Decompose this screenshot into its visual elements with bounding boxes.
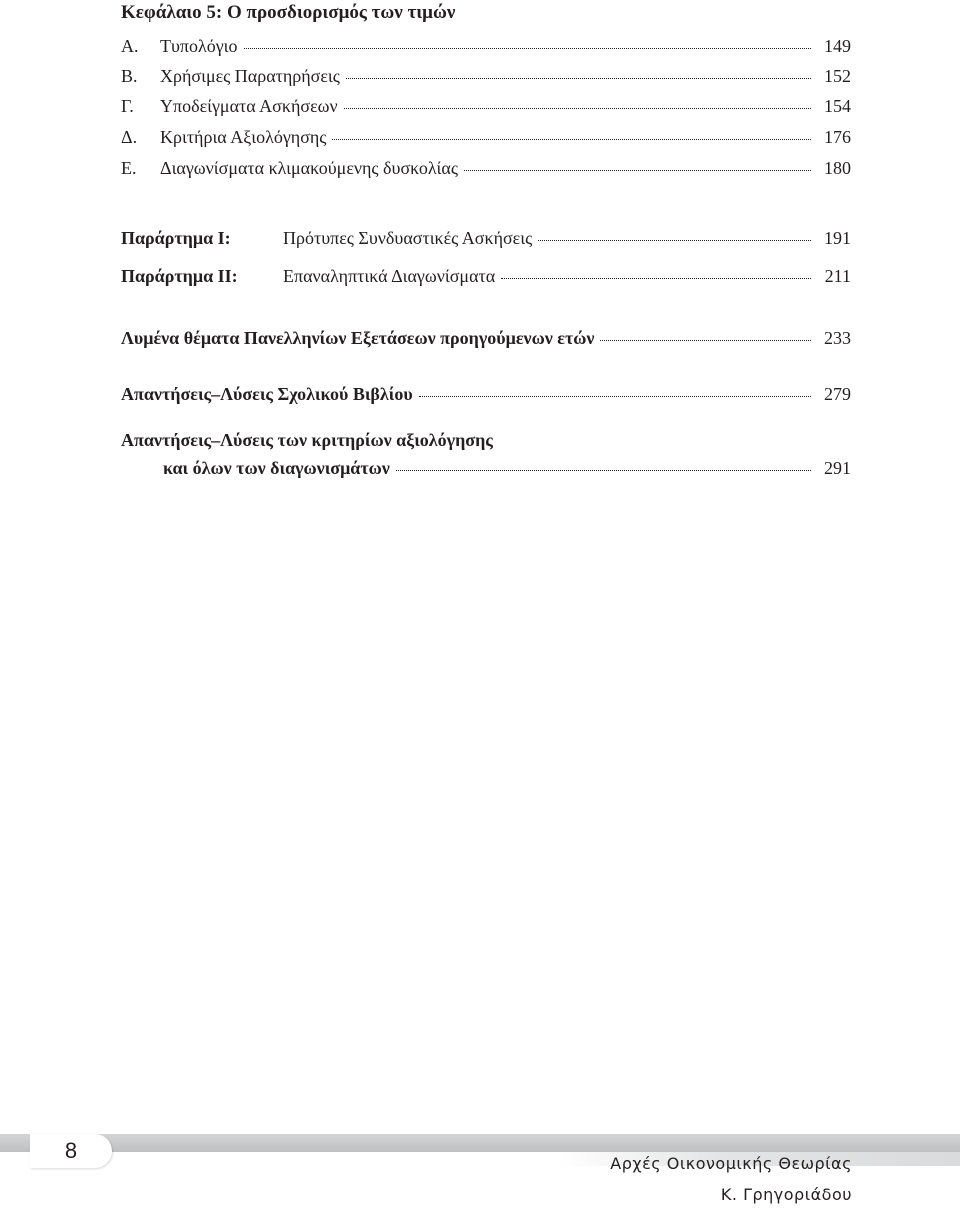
toc-entry-appendix-1[interactable]: [121, 228, 851, 254]
section-title: Χρήσιμες Παρατηρήσεις: [160, 66, 340, 86]
appendix-title: Επαναληπτικά Διαγωνίσματα: [283, 266, 496, 286]
section-title: Διαγωνίσματα κλιμακούμενης δυσκολίας: [160, 158, 458, 178]
section-letter: Β.: [121, 66, 138, 86]
page-number: 180: [824, 158, 851, 178]
leader-dots: [346, 78, 811, 79]
entry-title: Λυμένα θέματα Πανελληνίων Εξετάσεων προηγούμενων ετών: [121, 328, 595, 348]
toc-entry-textbook-answers[interactable]: [121, 384, 851, 410]
leader-dots: [419, 396, 811, 397]
page-number: 291: [824, 458, 851, 478]
appendix-title: Πρότυπες Συνδυαστικές Ασκήσεις: [283, 228, 533, 248]
toc-entry-appendix-2[interactable]: [121, 266, 851, 292]
section-title: Κριτήρια Αξιολόγησης: [160, 127, 327, 147]
page-number: 152: [824, 66, 851, 86]
toc-entry[interactable]: [121, 96, 851, 122]
toc-entry-criteria-answers-cont[interactable]: [163, 458, 851, 484]
leader-dots: [344, 108, 811, 109]
toc-entry[interactable]: [121, 127, 851, 153]
toc-entry[interactable]: [121, 66, 851, 92]
section-title: Τυπολόγιο: [160, 36, 238, 56]
page-number: 233: [824, 328, 851, 348]
entry-title-line2: και όλων των διαγωνισμάτων: [163, 458, 390, 478]
section-letter: Δ.: [121, 127, 138, 147]
toc-entry-criteria-answers[interactable]: [121, 430, 851, 456]
footer-author: Κ. Γρηγοριάδου: [720, 1185, 852, 1204]
page-number: 154: [824, 96, 851, 116]
page-number: 279: [824, 384, 851, 404]
page-number: 176: [824, 127, 851, 147]
section-letter: Α.: [121, 36, 139, 56]
page-number: 211: [824, 266, 851, 286]
page-number: 191: [824, 228, 851, 248]
appendix-label: Παράρτημα Ι:: [121, 228, 231, 248]
toc-entry-past-exams[interactable]: [121, 328, 851, 354]
page-number-badge: 8: [30, 1134, 112, 1168]
section-title: Υποδείγματα Ασκήσεων: [160, 96, 338, 116]
chapter-title: Κεφάλαιο 5: Ο προσδιορισμός των τιμών: [121, 2, 456, 23]
toc-entry[interactable]: [121, 36, 851, 62]
leader-dots: [538, 240, 811, 241]
leader-dots: [600, 340, 811, 341]
entry-title: Απαντήσεις–Λύσεις Σχολικού Βιβλίου: [121, 384, 413, 404]
page-number: 149: [824, 36, 851, 56]
toc-entry[interactable]: [121, 158, 851, 184]
entry-title-line1: Απαντήσεις–Λύσεις των κριτηρίων αξιολόγησης: [121, 430, 493, 450]
leader-dots: [332, 139, 811, 140]
footer-band: [0, 1134, 960, 1152]
leader-dots: [464, 170, 811, 171]
section-letter: Ε.: [121, 158, 137, 178]
footer-book-title: Αρχές Οικονομικής Θεωρίας: [610, 1154, 852, 1173]
appendix-label: Παράρτημα ΙΙ:: [121, 266, 238, 286]
leader-dots: [501, 278, 811, 279]
section-letter: Γ.: [121, 96, 134, 116]
leader-dots: [244, 48, 811, 49]
leader-dots: [396, 470, 811, 471]
